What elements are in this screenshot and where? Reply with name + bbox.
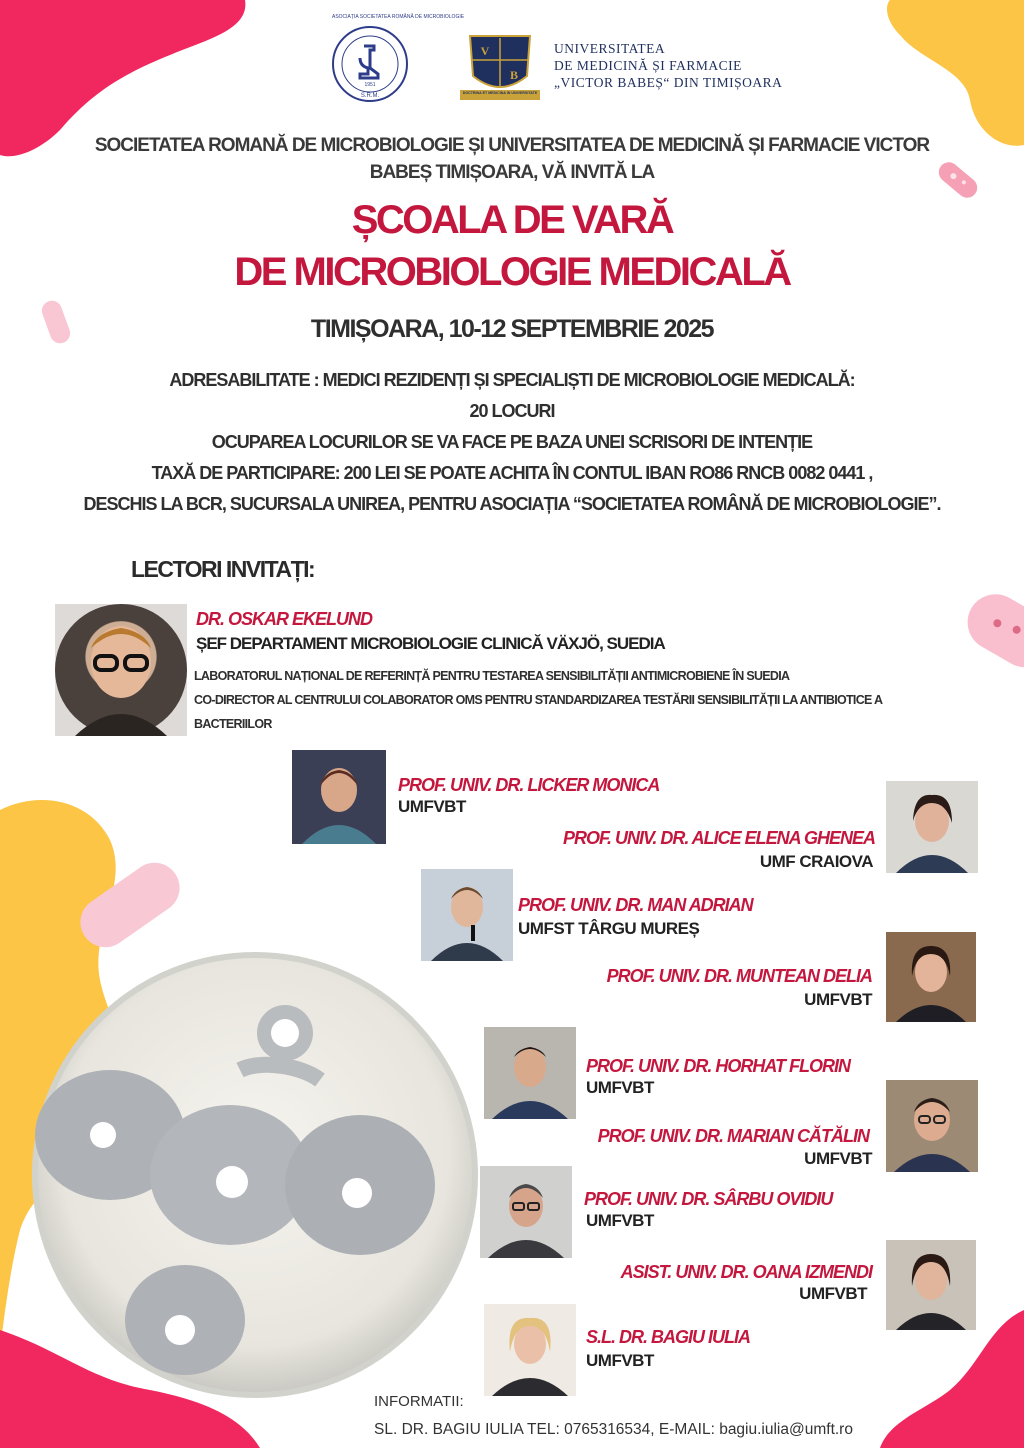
- srm-seal-text: ASOCIAȚIA SOCIETATEA ROMÂNĂ DE MICROBIOLOGIE: [332, 14, 465, 20]
- umf-name-line1: UNIVERSITATEA: [554, 41, 666, 56]
- fee-line: TAXĂ DE PARTICIPARE: 200 LEI SE POATE ACHITA ÎN CONTUL IBAN RO86 RNCB 0082 0441 ,: [151, 463, 873, 483]
- lecturer-name: PROF. UNIV. DR. HORHAT FLORIN: [586, 1056, 851, 1076]
- lecturer-affiliation: UMFVBT: [804, 990, 872, 1009]
- selection-line: OCUPAREA LOCURILOR SE VA FACE PE BAZA UNEI SCRISORI DE INTENȚIE: [211, 432, 813, 452]
- umf-name-line2: DE MEDICINĂ ȘI FARMACIE: [554, 58, 742, 73]
- avatar: [886, 1240, 976, 1330]
- avatar: [886, 1080, 978, 1172]
- featured-lecturer-desc-3: BACTERIILOR: [194, 717, 272, 731]
- bottom-right-pink-blob: [870, 1310, 1024, 1448]
- seats-line: 20 LOCURI: [469, 401, 555, 421]
- event-title-line-2: DE MICROBIOLOGIE MEDICALĂ: [234, 250, 790, 294]
- lecturer-affiliation: UMFVBT: [799, 1284, 867, 1303]
- lecturer-affiliation: UMFVBT: [586, 1078, 654, 1097]
- audience-line: ADRESABILITATE : MEDICI REZIDENȚI ȘI SPECIALIȘTI DE MICROBIOLOGIE MEDICALĂ:: [169, 370, 855, 390]
- lecturer-name: PROF. UNIV. DR. MAN ADRIAN: [518, 895, 753, 915]
- featured-lecturer-role: ȘEF DEPARTAMENT MICROBIOLOGIE CLINICĂ VÄXJÖ, SUEDIA: [196, 634, 665, 653]
- avatar: [886, 781, 978, 873]
- invitation-line-2: BABEȘ TIMIȘOARA, VĂ INVITĂ LA: [369, 162, 655, 183]
- lecturers-heading: LECTORI INVITAȚI:: [131, 556, 315, 582]
- umf-name: [554, 40, 782, 91]
- top-right-yellow-blob: [880, 0, 1024, 150]
- lecturer-affiliation: UMFST TÂRGU MUREȘ: [518, 919, 700, 938]
- lecturer-affiliation: UMFVBT: [586, 1351, 654, 1370]
- event-title-line-1: ȘCOALA DE VARĂ: [351, 198, 673, 242]
- bank-line: DESCHIS LA BCR, SUCURSALA UNIREA, PENTRU ASOCIAȚIA “SOCIETATEA ROMÂNĂ DE MICROBIOLOGIE”.: [83, 494, 941, 514]
- lecturer-name: ASIST. UNIV. DR. OANA IZMENDI: [620, 1262, 872, 1282]
- contact-line: SL. DR. BAGIU IULIA TEL: 0765316534, E-MAIL: bagiu.iulia@umft.ro: [374, 1421, 853, 1438]
- umf-crest-letter-v: V: [480, 44, 490, 58]
- lecturer-name: PROF. UNIV. DR. MUNTEAN DELIA: [606, 966, 872, 986]
- lecturer-affiliation: UMFVBT: [586, 1211, 654, 1230]
- contact-label: INFORMATII:: [374, 1393, 464, 1410]
- petri-dish-image: [0, 940, 500, 1400]
- lecturer-name: PROF. UNIV. DR. MARIAN CĂTĂLIN: [597, 1126, 869, 1146]
- srm-logo: [330, 24, 410, 104]
- event-location-date: TIMIȘOARA, 10-12 SEPTEMBRIE 2025: [310, 315, 714, 343]
- umf-crest-letter-b: B: [509, 68, 519, 82]
- lecturer-affiliation: UMFVBT: [398, 797, 466, 816]
- lecturer-affiliation: UMF CRAIOVA: [759, 852, 873, 871]
- featured-lecturer-desc-1: LABORATORUL NAȚIONAL DE REFERINȚĂ PENTRU TESTAREA SENSIBILITĂȚII ANTIMICROBIENE ÎN SUEDIA: [194, 669, 790, 683]
- umf-name-line3: „VICTOR BABEȘ“ DIN TIMIȘOARA: [554, 75, 783, 90]
- avatar: [480, 1166, 572, 1258]
- srm-seal-year: 1951: [364, 82, 376, 88]
- avatar: [886, 932, 976, 1022]
- avatar: [55, 604, 187, 736]
- bacteria-icon: [945, 570, 1024, 690]
- lecturer-name: PROF. UNIV. DR. LICKER MONICA: [398, 775, 660, 795]
- featured-lecturer-name: DR. OSKAR EKELUND: [196, 609, 373, 629]
- lecturer-affiliation: UMFVBT: [804, 1149, 872, 1168]
- avatar: [484, 1027, 576, 1119]
- avatar: [292, 750, 386, 844]
- invitation-line-1: SOCIETATEA ROMANĂ DE MICROBIOLOGIE ȘI UNIVERSITATEA DE MEDICINĂ ȘI FARMACIE VICTOR: [94, 135, 930, 156]
- featured-lecturer-desc-2: CO-DIRECTOR AL CENTRULUI COLABORATOR OMS PENTRU STANDARDIZAREA TESTĂRII SENSIBILITĂȚII LA ANTIBIOTICE A: [194, 693, 883, 707]
- lecturer-name: S.L. DR. BAGIU IULIA: [586, 1327, 750, 1347]
- srm-seal-initials: S.R.M.: [360, 93, 380, 99]
- umf-crest-motto: DOCTRINA ET MEDICINA IN UNIVERSITATE: [462, 91, 538, 95]
- lecturer-name: PROF. UNIV. DR. SÂRBU OVIDIU: [584, 1189, 833, 1209]
- avatar: [484, 1304, 576, 1396]
- lecturer-name: PROF. UNIV. DR. ALICE ELENA GHENEA: [562, 828, 875, 848]
- avatar: [421, 869, 513, 961]
